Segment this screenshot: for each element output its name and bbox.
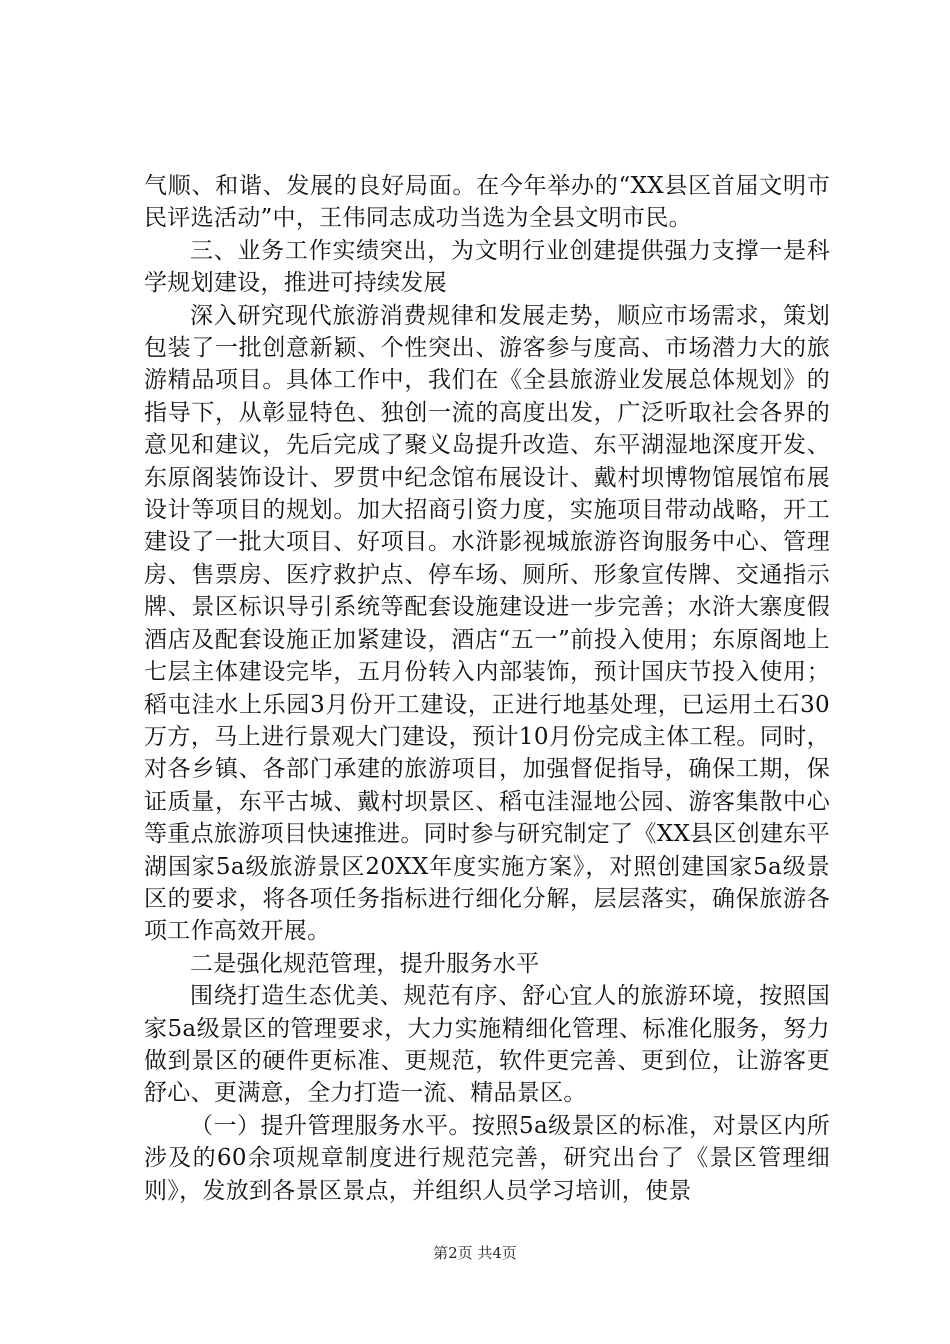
paragraph-4-subheading: 二是强化规范管理，提升服务水平 bbox=[190, 950, 540, 977]
paragraph-2-section-heading: 三、业务工作实绩突出，为文明行业创建提供强力支撑一是科学规划建设，推进可持续发展 bbox=[144, 237, 830, 297]
document-body bbox=[144, 170, 830, 1207]
paragraph-5: 围绕打造生态优美、规范有序、舒心宜人的旅游环境，按照国家5a级景区的管理要求，大力实施精细化管理、标准化服务，努力做到景区的硬件更标准、更规范，软件更完善、更到位，让游客更舒心、更满意，全力打造一流、精品景区。 bbox=[144, 983, 830, 1107]
paragraph-1: 气顺、和谐、发展的良好局面。在今年举办的“XX县区首届文明市民评选活动”中，王伟同志成功当选为全县文明市民。 bbox=[144, 173, 830, 232]
paragraph-3: 深入研究现代旅游消费规律和发展走势，顺应市场需求，策划包装了一批创意新颖、个性突出、游客参与度高、市场潜力大的旅游精品项目。具体工作中，我们在《全县旅游业发展总体规划》的指导下，从彰显特色、独创一流的高度出发，广泛听取社会各界的意见和建议，先后完成了聚义岛提升改造、东平湖湿地深度开发、东原阁装饰设计、罗贯中纪念馆布展设计、戴村坝博物馆展馆布展设计等项目的规划。加大招商引资力度，实施项目带动战略，开工建设了一批大项目、好项目。水浒影视城旅游咨询服务中心、管理房、售票房、医疗救护点、停车场、厕所、形象宣传牌、交通指示牌、景区标识导引系统等配套设施建设进一步完善；水浒大寨度假酒店及配套设施正加紧建设，酒店“五一”前投入使用；东原阁地上七层主体建设完毕，五月份转入内部装饰，预计国庆节投入使用；稻屯洼水上乐园3月份开工建设，正进行地基处理，已运用土石30万方，马上进行景观大门建设，预计10月份完成主体工程。同时，对各乡镇、各部门承建的旅游项目，加强督促指导，确保工期，保证质量，东平古城、戴村坝景区、稻屯洼湿地公园、游客集散中心等重点旅游项目快速推进。同时参与研究制定了《XX县区创建东平湖国家5a级旅游景区20XX年度实施方案》，对照创建国家5a级景区的要求，将各项任务指标进行细化分解，层层落实，确保旅游各项工作高效开展。 bbox=[144, 302, 830, 945]
paragraph-6: （一）提升管理服务水平。按照5a级景区的标准，对景区内所涉及的60余项规章制度进行规范完善，研究出台了《景区管理细则》，发放到各景区景点，并组织人员学习培训，使景 bbox=[144, 1112, 830, 1204]
page-number-footer: 第2页 共4页 bbox=[433, 1244, 517, 1262]
